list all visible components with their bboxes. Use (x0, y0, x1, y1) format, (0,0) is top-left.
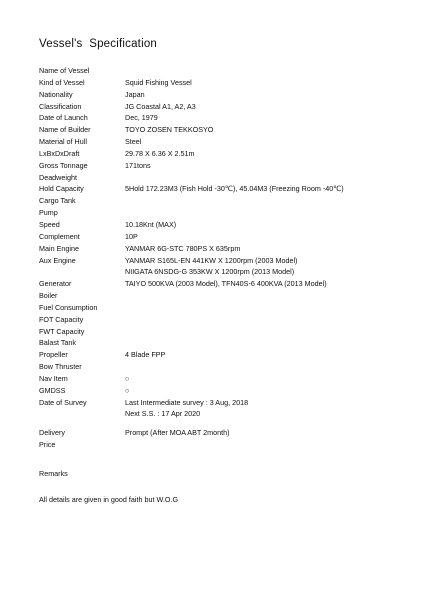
spec-label: Cargo Tank (39, 196, 76, 206)
spec-value: Steel (125, 137, 142, 147)
spec-row (39, 65, 429, 77)
spec-label: Fuel Consumption (39, 302, 98, 312)
spec-label: FWT Capacity (39, 326, 85, 336)
spec-label: Name of Vessel (39, 66, 90, 75)
spec-row (39, 385, 429, 397)
spec-row (39, 439, 429, 451)
spec-row (39, 243, 429, 255)
spec-row (39, 172, 429, 184)
spec-value: YANMAR S165L-EN 441KW X 1200rpm (2003 Model) (125, 255, 298, 265)
spec-row (39, 219, 429, 231)
spec-row (39, 112, 429, 124)
spec-label: Delivery (39, 428, 65, 438)
spec-row (39, 326, 429, 338)
spec-row (39, 160, 429, 172)
spec-label: Nav Item (39, 373, 68, 383)
spec-value: Japan (125, 89, 145, 99)
spec-row (39, 397, 429, 409)
gmdss-circle-icon: ○ (125, 385, 130, 395)
spec-row (39, 337, 429, 349)
page-title: Vessel's Specification (39, 38, 158, 50)
spec-label: Classification (39, 101, 82, 111)
spec-row (39, 266, 429, 278)
section-gap (39, 420, 429, 427)
spec-row (39, 373, 429, 385)
spec-label: Bow Thruster (39, 362, 82, 372)
spec-label: Generator (39, 279, 72, 289)
spec-label: Complement (39, 231, 80, 241)
nav-item-circle-icon: ○ (125, 373, 130, 383)
spec-value: 4 Blade FPP (125, 350, 166, 360)
spec-label: Name of Builder (39, 125, 91, 135)
spec-label: Kind of Vessel (39, 77, 85, 87)
disclaimer-note: All details are given in good faith but W.O.G (39, 495, 179, 504)
spec-value: Prompt (After MOA ABT 2month) (125, 428, 230, 438)
spec-row (39, 101, 429, 113)
spec-row (39, 408, 429, 420)
spec-row (39, 195, 429, 207)
spec-row (39, 427, 429, 439)
spec-row (39, 148, 429, 160)
spec-label: GMDSS (39, 385, 66, 395)
spec-row (39, 89, 429, 101)
spec-value: YANMAR 6G-STC 780PS X 635rpm (125, 243, 241, 253)
spec-value: TAIYO 500KVA (2003 Model), TFN40S-6 400KVA (2013 Model) (125, 279, 327, 289)
spec-value: Dec, 1979 (125, 113, 158, 123)
spec-value: TOYO ZOSEN TEKKOSYO (125, 125, 214, 135)
spec-label: Price (39, 440, 56, 450)
spec-value: Last Intermediate survey : 3 Aug, 2018 (125, 397, 249, 407)
spec-value: NIIGATA 6NSDG-G 353KW X 1200rpm (2013 Model) (125, 267, 295, 277)
spec-row (39, 231, 429, 243)
spec-label: Propeller (39, 350, 68, 360)
spec-value: 171tons (125, 160, 151, 170)
spec-value: Squid Fishing Vessel (125, 77, 192, 87)
spec-row (39, 136, 429, 148)
spec-label: Deadweight (39, 172, 77, 182)
spec-label: Date of Launch (39, 113, 88, 123)
spec-value: JG Coastal A1, A2, A3 (125, 101, 196, 111)
spec-label: Main Engine (39, 243, 79, 253)
spec-row (39, 290, 429, 302)
spec-label: Hold Capacity (39, 184, 84, 194)
spec-row (39, 349, 429, 361)
spec-row (39, 255, 429, 267)
remarks-label: Remarks (39, 469, 68, 478)
spec-label: Aux Engine (39, 255, 76, 265)
spec-label: Nationality (39, 89, 73, 99)
spec-label: Date of Survey (39, 397, 87, 407)
spec-row (39, 302, 429, 314)
spec-value: 29.78 X 6.36 X 2.51m (125, 148, 195, 158)
spec-row (39, 361, 429, 373)
spec-row (39, 183, 429, 195)
spec-label: Balast Tank (39, 338, 77, 348)
spec-value: 10.18Knt (MAX) (125, 219, 177, 229)
spec-value: Next S.S. : 17 Apr 2020 (125, 409, 201, 419)
spec-row (39, 77, 429, 89)
spec-value: 10P (125, 231, 138, 241)
spec-row (39, 207, 429, 219)
spec-label: Material of Hull (39, 137, 87, 147)
spec-row (39, 278, 429, 290)
spec-label: Speed (39, 219, 60, 229)
spec-value: 5Hold 172.23M3 (Fish Hold -30℃), 45.04M3 (Freezing Room -40℃) (125, 184, 344, 194)
spec-table (39, 65, 429, 451)
spec-row (39, 124, 429, 136)
spec-label: LxBxDxDraft (39, 148, 80, 158)
spec-label: Gross Tonnage (39, 160, 88, 170)
spec-label: FOT Capacity (39, 314, 84, 324)
spec-row (39, 314, 429, 326)
spec-label: Pump (39, 208, 58, 218)
spec-label: Boiler (39, 291, 58, 301)
